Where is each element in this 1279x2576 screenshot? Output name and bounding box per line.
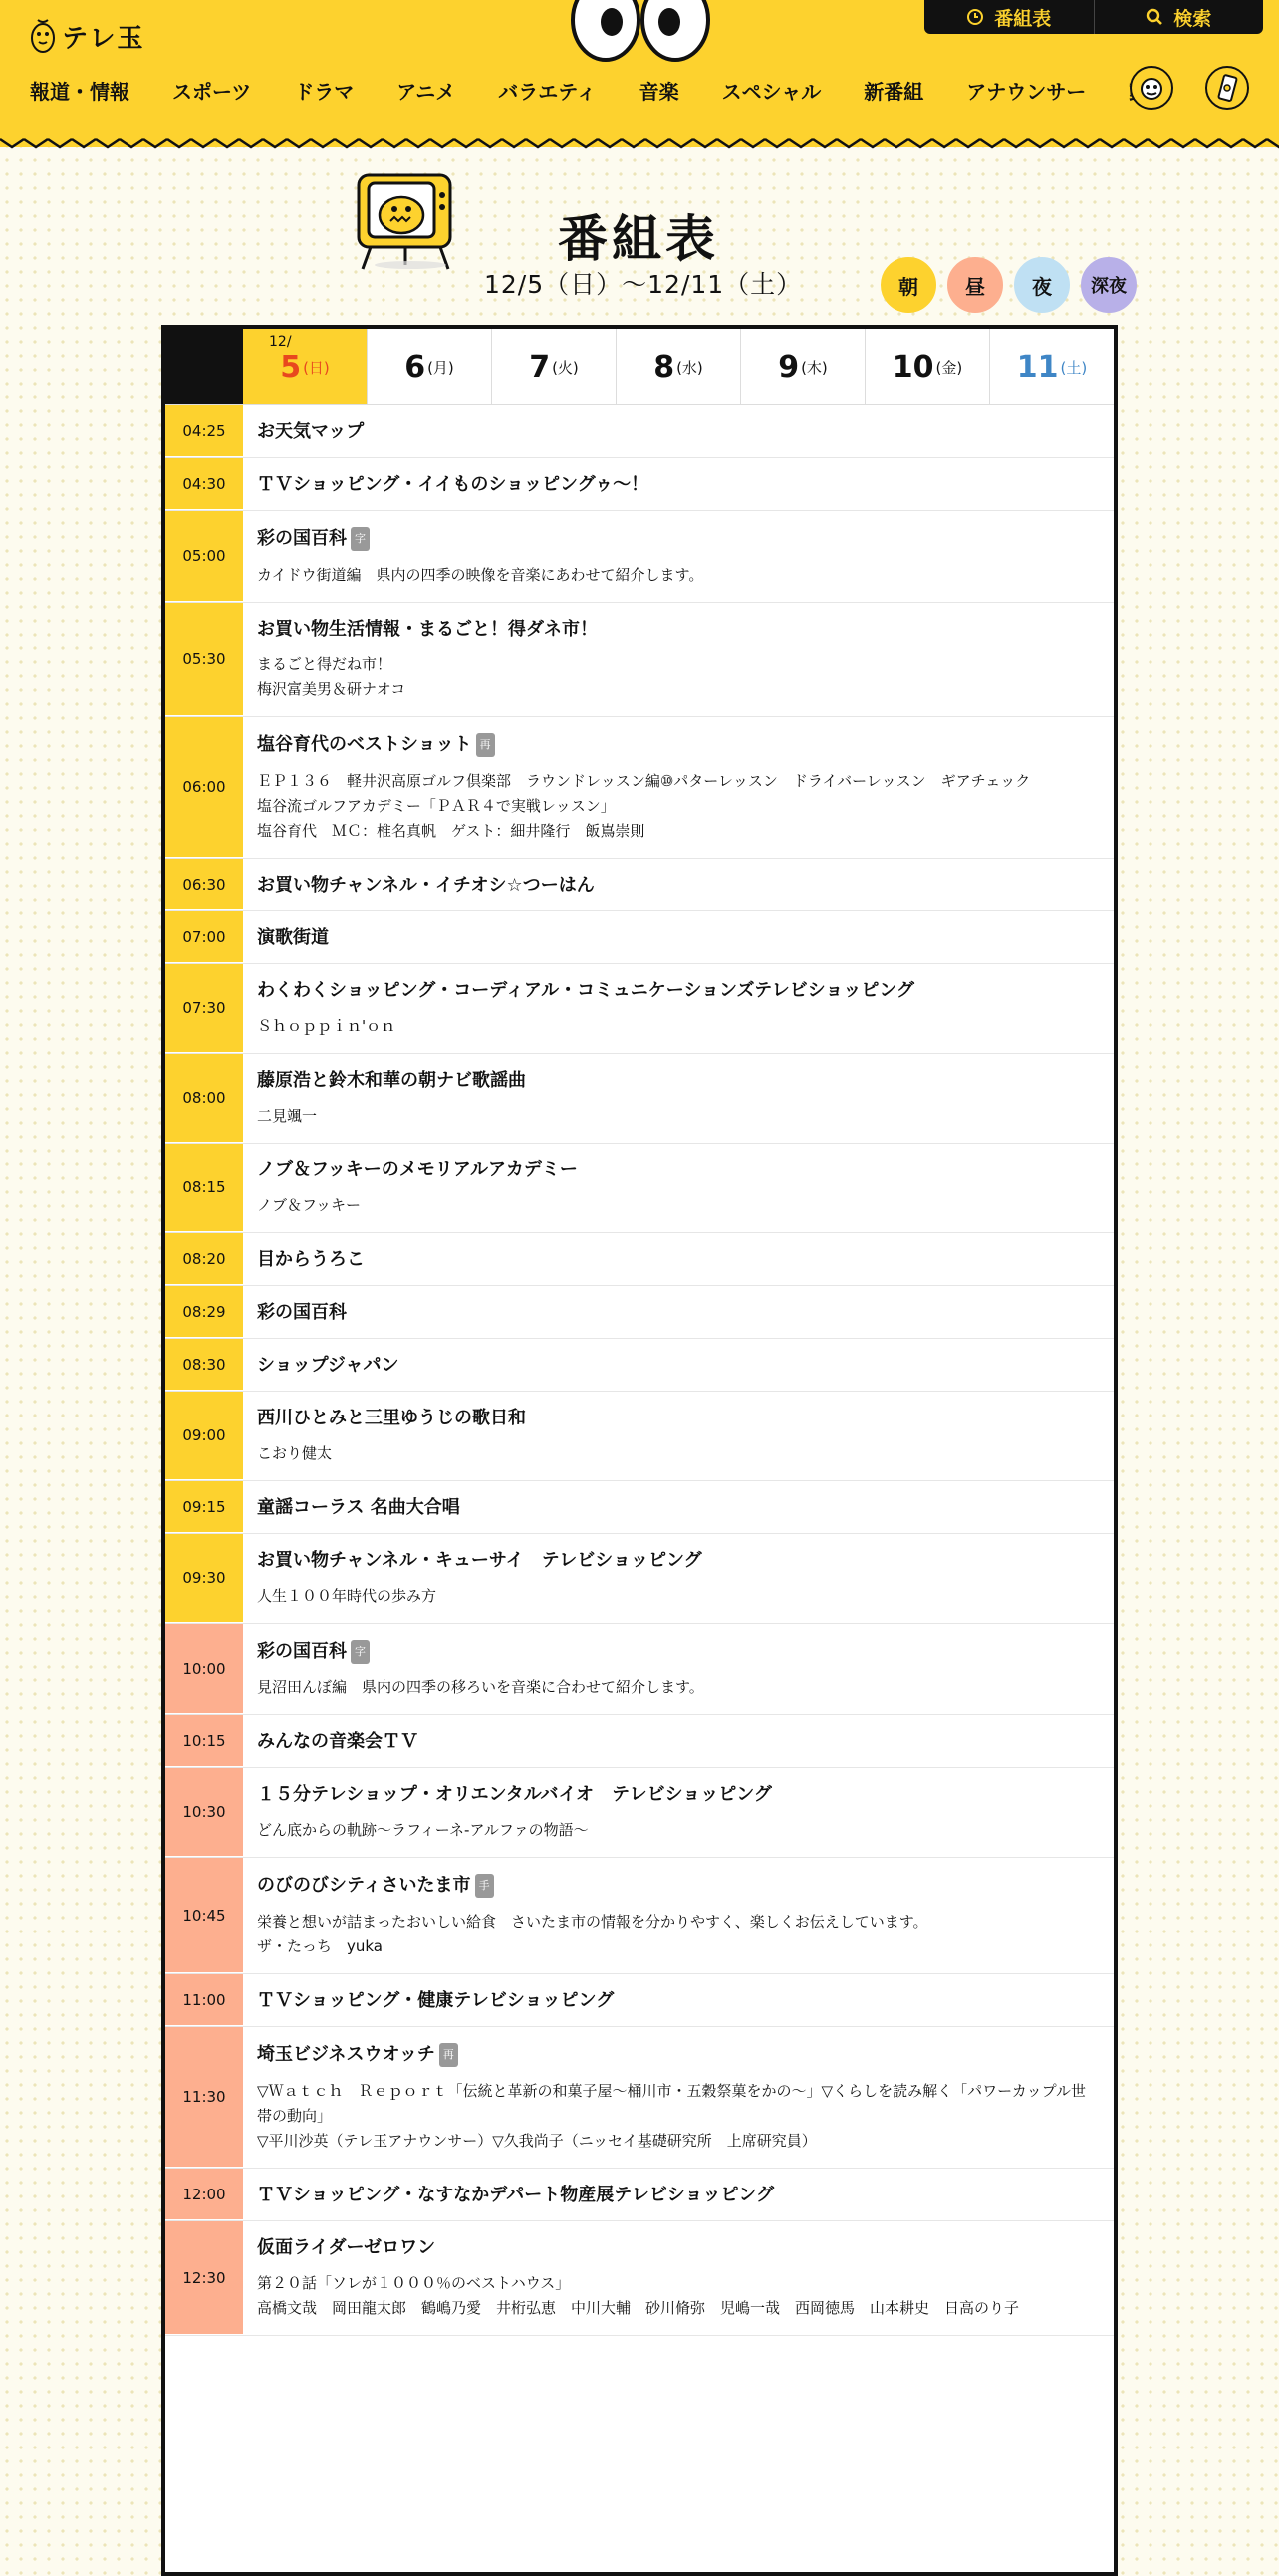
program-description: 人生１００年時代の歩み方 <box>257 1587 437 1605</box>
program-row <box>165 405 1114 458</box>
program-title-line <box>257 875 1100 897</box>
day-weekday: (水) <box>676 358 703 377</box>
program-title: 仮面ライダーゼロワン <box>257 2237 436 2258</box>
program-title-line <box>257 619 1100 641</box>
program-title: 埼玉ビジネスウオッチ <box>257 2044 435 2065</box>
day-weekday: (日) <box>303 358 330 377</box>
teletama-app-link[interactable] <box>1205 66 1249 110</box>
program-time: 08:20 <box>165 1233 243 1285</box>
program-description: Ｓｈｏｐｐｉｎ'ｏｎ <box>257 1017 396 1035</box>
program-time: 10:00 <box>165 1624 243 1714</box>
program-description: こおり健太 <box>257 1444 333 1462</box>
nav-item-variety[interactable]: バラエティ <box>498 80 597 104</box>
program-time: 10:45 <box>165 1858 243 1973</box>
program-time: 04:25 <box>165 405 243 457</box>
program-cell[interactable] <box>243 2169 1114 2220</box>
program-badge: 字 <box>351 1640 370 1664</box>
program-time: 07:00 <box>165 911 243 963</box>
program-description: 第２０話「ソレが１０００％のベストハウス」 高橋文哉 岡田龍太郎 鶴嶋乃愛 井桁弘恵 中川大輔 砂川脩弥 児嶋一哉 西岡徳馬 山本耕史 日高のり子 <box>257 2274 1020 2317</box>
program-cell[interactable] <box>243 1233 1114 1285</box>
schedule-table <box>161 325 1118 2576</box>
program-title-line <box>257 2185 1100 2206</box>
clock-icon <box>966 8 984 26</box>
program-cell[interactable] <box>243 1392 1114 1480</box>
program-title: 西川ひとみと三里ゆうじの歌日和 <box>257 1408 526 1428</box>
program-title-line <box>257 2237 1100 2259</box>
day-tab-5[interactable] <box>243 329 367 404</box>
program-title: お買い物チャンネル・キューサイ テレビショッピング <box>257 1550 702 1571</box>
program-title: ＴＶショッピング・イイものショッピングゥ～！ <box>257 474 649 495</box>
search-icon <box>1146 8 1163 26</box>
program-title-line <box>257 1990 1100 2012</box>
program-row <box>165 1858 1114 1974</box>
program-cell[interactable] <box>243 911 1114 963</box>
program-time: 06:00 <box>165 717 243 858</box>
program-title-line <box>257 927 1100 949</box>
program-row <box>165 1624 1114 1715</box>
program-title: 童謡コーラス 名曲大合唱 <box>257 1497 460 1518</box>
program-row <box>165 717 1114 859</box>
program-description: ノブ＆フッキー <box>257 1196 361 1214</box>
program-description: ＥＰ１３６ 軽井沢高原ゴルフ倶楽部 ラウンドレッスン編⑩パターレッスン ドライバーレッスン ギアチェック 塩谷流ゴルフアカデミー「ＰＡＲ４で実戦レッスン」 塩谷育代 ＭＣ：椎名真帆 ゲスト：細井隆行 飯嶌崇則 <box>257 772 1031 840</box>
program-time: 10:30 <box>165 1768 243 1857</box>
program-title: お天気マップ <box>257 421 365 442</box>
program-title: 彩の国百科 <box>257 1641 347 1662</box>
program-time: 09:00 <box>165 1392 243 1480</box>
filter-late-night[interactable]: 深夜 <box>1081 257 1137 313</box>
program-time: 08:29 <box>165 1286 243 1338</box>
program-cell[interactable] <box>243 1715 1114 1767</box>
day-month: 12/ <box>269 334 292 350</box>
program-cell[interactable] <box>243 964 1114 1053</box>
program-description: カイドウ街道編 県内の四季の映像を音楽にあわせて紹介します。 <box>257 566 704 584</box>
mascot-eyes-icon <box>566 0 715 62</box>
program-time: 11:00 <box>165 1974 243 2026</box>
program-time: 12:00 <box>165 2169 243 2220</box>
search-label: 検索 <box>1173 7 1212 30</box>
program-title: みんなの音楽会ＴＶ <box>257 1731 418 1752</box>
program-title: お買い物チャンネル・イチオシ☆つーはん <box>257 875 595 896</box>
program-title-line <box>257 1070 1100 1092</box>
program-title: 彩の国百科 <box>257 528 347 549</box>
day-tab-10[interactable] <box>865 329 989 404</box>
program-row <box>165 2169 1114 2221</box>
schedule-label: 番組表 <box>994 7 1052 30</box>
program-row <box>165 1715 1114 1768</box>
program-time: 08:30 <box>165 1339 243 1391</box>
teletama-mascot-link[interactable] <box>1130 66 1173 110</box>
program-row <box>165 1481 1114 1534</box>
day-number: 10 <box>892 349 934 385</box>
program-title: 塩谷育代のベストショット <box>257 734 472 755</box>
program-time: 05:30 <box>165 603 243 716</box>
day-tab-8[interactable] <box>616 329 740 404</box>
day-tab-9[interactable] <box>740 329 865 404</box>
schedule-button[interactable] <box>924 0 1094 34</box>
program-title-line <box>257 1249 1100 1271</box>
program-row <box>165 1054 1114 1144</box>
site-logo[interactable] <box>30 16 144 56</box>
program-row <box>165 1534 1114 1624</box>
table-corner <box>165 329 243 404</box>
program-cell[interactable] <box>243 717 1114 858</box>
program-title: ＴＶショッピング・健康テレビショッピング <box>257 1990 615 2011</box>
program-title-line <box>257 1731 1100 1753</box>
program-title: ノブ＆フッキーのメモリアルアカデミー <box>257 1159 578 1180</box>
day-weekday: (木) <box>801 358 828 377</box>
nav-item-anime[interactable]: アニメ <box>396 80 456 104</box>
filter-morning[interactable]: 朝 <box>881 257 936 313</box>
program-time: 08:00 <box>165 1054 243 1143</box>
program-description: 二見颯一 <box>257 1107 318 1125</box>
nav-item-special[interactable]: スペシャル <box>721 80 822 104</box>
program-description: まるごと得だね市！ 梅沢富美男＆研ナオコ <box>257 655 406 698</box>
program-cell[interactable] <box>243 1339 1114 1391</box>
nav-item-sports[interactable]: スポーツ <box>172 80 252 104</box>
program-title: １５分テレショップ・オリエンタルバイオ テレビショッピング <box>257 1784 772 1805</box>
day-number: 9 <box>778 349 800 385</box>
program-cell[interactable] <box>243 1768 1114 1857</box>
day-weekday: (土) <box>1060 358 1088 377</box>
program-time: 10:15 <box>165 1715 243 1767</box>
program-time: 09:15 <box>165 1481 243 1533</box>
tama-mascot-icon <box>30 16 56 56</box>
nav-item-announcers[interactable]: アナウンサー <box>966 80 1087 104</box>
program-description: 見沼田んぼ編 県内の四季の移ろいを音楽に合わせて紹介します。 <box>257 1678 704 1696</box>
day-number: 6 <box>404 349 426 385</box>
program-cell[interactable] <box>243 1286 1114 1338</box>
time-of-day-filters <box>881 257 1148 313</box>
day-number: 7 <box>529 349 551 385</box>
program-title-line <box>257 1355 1100 1377</box>
program-title-line <box>257 527 1100 551</box>
program-cell[interactable] <box>243 603 1114 716</box>
program-row <box>165 1339 1114 1392</box>
program-row <box>165 1233 1114 1286</box>
program-badge: 再 <box>439 2043 458 2067</box>
day-weekday: (月) <box>427 358 454 377</box>
day-tab-7[interactable] <box>491 329 616 404</box>
program-title-line <box>257 1640 1100 1664</box>
nav-item-music[interactable]: 音楽 <box>639 80 679 104</box>
program-title: 目からうろこ <box>257 1249 365 1270</box>
tv-mascot-icon <box>351 165 460 271</box>
program-title: ショップジャパン <box>257 1355 399 1376</box>
program-description: ▽Ｗａｔｃｈ Ｒｅｐｏｒｔ「伝統と革新の和菓子屋～桶川市・五穀祭菓をかの～」▽くらしを読み解く「パワーカップル世帯の動向」 ▽平川沙英（テレ玉アナウンサー）▽久我尚子（ニッセイ基礎研究所 上席研究員） <box>257 2082 1087 2150</box>
program-title-line <box>257 1550 1100 1572</box>
day-number: 5 <box>280 349 302 385</box>
top-utility-bar <box>924 0 1263 34</box>
day-number: 11 <box>1016 349 1059 385</box>
program-badge: 字 <box>351 527 370 551</box>
day-weekday: (火) <box>552 358 579 377</box>
logo-text: テレ玉 <box>62 23 145 54</box>
day-number: 8 <box>653 349 675 385</box>
program-cell[interactable] <box>243 1054 1114 1143</box>
phone-icon <box>1212 73 1242 103</box>
program-cell[interactable] <box>243 405 1114 457</box>
program-title-line <box>257 1159 1100 1181</box>
program-description: どん底からの軌跡～ラフィーネ-アルファの物語～ <box>257 1821 589 1839</box>
program-title: 演歌街道 <box>257 927 329 948</box>
program-title: 藤原浩と鈴木和華の朝ナビ歌謡曲 <box>257 1070 526 1091</box>
program-title: わくわくショッピング・コーディアル・コミュニケーションズテレビショッピング <box>257 980 915 1001</box>
nav-item-news[interactable]: 報道・情報 <box>30 80 129 104</box>
program-row <box>165 511 1114 603</box>
program-cell[interactable] <box>243 859 1114 910</box>
program-cell[interactable] <box>243 1534 1114 1623</box>
program-list <box>165 405 1114 2336</box>
program-row <box>165 964 1114 1054</box>
program-row <box>165 1392 1114 1481</box>
nav-item-new-programs[interactable]: 新番組 <box>864 80 924 104</box>
program-title-line <box>257 2043 1100 2067</box>
program-row <box>165 2027 1114 2169</box>
program-time: 04:30 <box>165 458 243 510</box>
program-time: 06:30 <box>165 859 243 910</box>
program-title-line <box>257 733 1100 757</box>
program-title-line <box>257 980 1100 1002</box>
program-cell[interactable] <box>243 2221 1114 2335</box>
program-title: お買い物生活情報・まるごと！得ダネ市！ <box>257 619 598 640</box>
page-title: 番組表 <box>558 210 719 268</box>
program-row <box>165 603 1114 717</box>
program-cell[interactable] <box>243 1858 1114 1973</box>
program-title-line <box>257 1302 1100 1324</box>
program-row <box>165 1974 1114 2027</box>
day-tab-11[interactable] <box>989 329 1114 404</box>
mascot-face-icon <box>1137 73 1166 103</box>
program-row <box>165 2221 1114 2336</box>
day-tabs <box>165 329 1114 405</box>
filter-night[interactable]: 夜 <box>1014 257 1070 313</box>
program-badge: 手 <box>475 1874 494 1898</box>
program-description: 栄養と想いが詰まったおいしい給食 さいたま市の情報を分かりやすく、楽しくお伝えしています。 ザ・たっち yuka <box>257 1913 928 1955</box>
program-time: 09:30 <box>165 1534 243 1623</box>
main-nav <box>30 76 1211 105</box>
program-row <box>165 859 1114 911</box>
program-cell[interactable] <box>243 1974 1114 2026</box>
program-time: 11:30 <box>165 2027 243 2168</box>
program-cell[interactable] <box>243 1624 1114 1714</box>
program-title: のびのびシティさいたま市 <box>257 1875 471 1896</box>
program-title-line <box>257 1497 1100 1519</box>
program-time: 12:30 <box>165 2221 243 2335</box>
site-header <box>0 0 1279 147</box>
day-tab-6[interactable] <box>367 329 491 404</box>
program-cell[interactable] <box>243 511 1114 602</box>
program-row <box>165 1768 1114 1858</box>
program-cell[interactable] <box>243 1144 1114 1232</box>
program-time: 08:15 <box>165 1144 243 1232</box>
program-title: 彩の国百科 <box>257 1302 347 1323</box>
program-row <box>165 458 1114 511</box>
program-title-line <box>257 474 1100 496</box>
program-title-line <box>257 1784 1100 1806</box>
program-time: 07:30 <box>165 964 243 1053</box>
program-cell[interactable] <box>243 2027 1114 2168</box>
program-title: ＴＶショッピング・なすなかデパート物産展テレビショッピング <box>257 2185 775 2205</box>
program-row <box>165 1144 1114 1233</box>
program-cell[interactable] <box>243 1481 1114 1533</box>
header-zigzag-edge <box>0 129 1279 153</box>
program-badge: 再 <box>476 733 495 757</box>
program-title-line <box>257 1408 1100 1429</box>
program-title-line <box>257 1874 1100 1898</box>
nav-item-drama[interactable]: ドラマ <box>294 80 355 104</box>
search-button[interactable] <box>1094 0 1264 34</box>
day-weekday: (金) <box>935 358 963 377</box>
date-range: 12/5（日）〜12/11（土） <box>484 270 803 299</box>
program-row <box>165 911 1114 964</box>
program-cell[interactable] <box>243 458 1114 510</box>
program-title-line <box>257 421 1100 443</box>
filter-noon[interactable]: 昼 <box>947 257 1003 313</box>
program-time: 05:00 <box>165 511 243 602</box>
program-row <box>165 1286 1114 1339</box>
